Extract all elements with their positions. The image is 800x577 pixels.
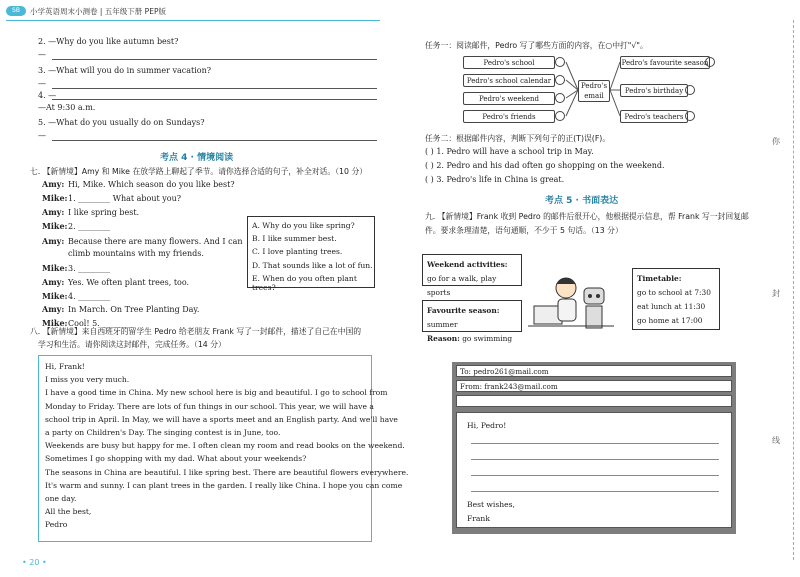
- task2-item-2: ( ) 2. Pedro and his dad often go shopping on the weekend.: [425, 161, 665, 170]
- greeting: Hi, Pedro!: [467, 421, 507, 430]
- answer-line[interactable]: [52, 140, 377, 141]
- option-d: D. That sounds like a lot of fun.: [252, 261, 373, 270]
- dialog-line: [42, 291, 110, 301]
- options-box: [247, 216, 375, 292]
- side-char: 封: [772, 289, 780, 298]
- side-char: 线: [772, 436, 780, 445]
- option-e: E. When do you often plant trees?: [252, 274, 357, 292]
- season-value: summer: [427, 320, 458, 329]
- dialog-text: Yes. We often plant trees, too.: [68, 278, 190, 287]
- email-line: one day.: [45, 494, 77, 504]
- node-school: Pedro's school: [463, 56, 555, 69]
- dialog-line: [42, 263, 110, 273]
- writing-line[interactable]: [471, 491, 719, 492]
- speaker: Mike:: [42, 263, 68, 273]
- node-weekend: Pedro's weekend: [463, 92, 555, 105]
- timetable-item: go to school at 7:30: [637, 288, 711, 297]
- email-line: Pedro: [45, 520, 68, 530]
- side-char: 你: [772, 137, 780, 146]
- check-circle[interactable]: [685, 85, 695, 95]
- center-node: Pedro's email: [578, 80, 610, 102]
- dialog-line: [42, 277, 189, 287]
- dialog-text: Hi, Mike. Which season do you like best?: [68, 180, 235, 189]
- email-line: I have a good time in China. My new school here is big and beautiful. I go to school from: [45, 388, 388, 398]
- answer-line[interactable]: [52, 59, 377, 60]
- speaker: Amy:: [42, 277, 65, 287]
- task2-item-1: ( ) 1. Pedro will have a school trip in May.: [425, 147, 594, 156]
- answer-line[interactable]: [52, 88, 377, 89]
- timetable-title: Timetable:: [637, 274, 682, 283]
- email-line: It's warm and sunny. I can plant trees in the garden. I really like China. I hope you can come: [45, 480, 403, 490]
- task1-instruction: 任务一：阅读邮件，Pedro 写了哪些方面的内容，在○中打"√"。: [425, 41, 648, 50]
- dialog-text: climb mountains with my friends.: [68, 249, 204, 258]
- part8-instruction: 八. 【新情境】来自西班牙的留学生 Pedro 给老朋友 Frank 写了一封邮件，描述了自己在中国的: [30, 327, 362, 336]
- page-number: • 20 •: [22, 558, 47, 567]
- section-5-title: 考点 5 · 书面表达: [545, 196, 619, 206]
- email-line: Monday to Friday. There are lots of fun things in our school. This year, we will have a: [45, 401, 374, 411]
- dialog-text: 4. ________: [68, 292, 111, 301]
- email-line: All the best,: [45, 507, 92, 517]
- option-b: B. I like summer best.: [252, 234, 337, 243]
- part8-instruction-2: 学习和生活。请你阅读这封邮件，完成任务。（14 分）: [38, 340, 226, 349]
- dialog-text: Cool! 5. ________: [68, 319, 135, 328]
- letter-body[interactable]: [456, 412, 732, 528]
- boy-robot-illustration: [528, 266, 618, 340]
- part9-instruction-2: 件。要求条理清楚，语句通顺，不少于 5 句话。（13 分）: [425, 226, 623, 235]
- node-friends: Pedro's friends: [463, 110, 555, 123]
- answer-5: —: [38, 131, 46, 140]
- reason-label: Reason:: [427, 334, 460, 343]
- speaker: Mike:: [42, 318, 68, 328]
- node-calendar: Pedro's school calendar: [463, 74, 555, 87]
- speaker: Amy:: [42, 304, 65, 314]
- node-birthday: Pedro's birthday: [620, 84, 688, 97]
- answer-3: —: [38, 79, 46, 88]
- writing-line[interactable]: [471, 459, 719, 460]
- to-field[interactable]: To: pedro261@mail.com: [456, 365, 732, 377]
- writing-line[interactable]: [471, 443, 719, 444]
- signature: Frank: [467, 514, 490, 523]
- dialog-line: [42, 221, 110, 231]
- binding-line: [793, 20, 794, 560]
- speaker: Mike:: [42, 221, 68, 231]
- series-badge: SB: [6, 6, 26, 16]
- speaker: Mike:: [42, 291, 68, 301]
- weekend-box: [422, 254, 522, 297]
- reply-email-form: [452, 362, 736, 534]
- dialog-line: [42, 249, 204, 258]
- season-box: [422, 300, 522, 343]
- node-teachers: Pedro's teachers: [620, 110, 688, 123]
- email-line: The seasons in China are beautiful. I like spring best. There are beautiful flowers everywhere.: [45, 467, 409, 477]
- check-circle[interactable]: [555, 93, 565, 103]
- question-2: 2. —Why do you like autumn best?: [38, 37, 179, 46]
- task2-instruction: 任务二：根据邮件内容，判断下列句子的正(T)误(F)。: [425, 134, 611, 143]
- dialog-text: Because there are many flowers. And I can: [68, 237, 243, 246]
- question-5: 5. —What do you usually do on Sundays?: [38, 118, 205, 127]
- closing: Best wishes,: [467, 500, 515, 509]
- dialog-text: In March. On Tree Planting Day.: [68, 305, 200, 314]
- dialog-line: [42, 236, 243, 246]
- check-circle[interactable]: [555, 111, 565, 121]
- option-a: A. Why do you like spring?: [252, 221, 355, 230]
- speaker: Mike:: [42, 193, 68, 203]
- dialog-line: [42, 207, 139, 217]
- weekend-text: go for a walk, play sports: [427, 274, 497, 297]
- timetable-box: [632, 268, 720, 330]
- speaker: Amy:: [42, 207, 65, 217]
- check-circle[interactable]: [555, 75, 565, 85]
- question-3: 3. —What will you do in summer vacation?: [38, 66, 212, 75]
- option-c: C. I love planting trees.: [252, 247, 343, 256]
- part9-instruction: 九. 【新情境】Frank 收到 Pedro 的邮件后很开心，他根据提示信息，帮 Frank 写一封回复邮: [425, 212, 749, 221]
- check-circle[interactable]: [685, 111, 695, 121]
- dialog-line: [42, 193, 181, 203]
- timetable-item: go home at 17:00: [637, 316, 703, 325]
- email-line: Sometimes I go shopping with my dad. What about your weekends?: [45, 454, 307, 464]
- dialog-text: 2. ________: [68, 222, 111, 231]
- check-circle[interactable]: [705, 57, 715, 67]
- part7-instruction: 七. 【新情境】Amy 和 Mike 在放学路上聊起了季节。请你选择合适的句子，补全对话。（10 分）: [30, 167, 368, 176]
- subject-field[interactable]: [456, 395, 732, 407]
- dialog-text: I like spring best.: [68, 208, 140, 217]
- weekend-title: Weekend activities:: [427, 260, 508, 269]
- node-season: Pedro's favourite season: [620, 56, 710, 69]
- email-text: [38, 355, 409, 542]
- dialog-text: 1. ________ What about you?: [68, 194, 182, 203]
- season-label: Favourite season:: [427, 306, 500, 315]
- task2-item-3: ( ) 3. Pedro's life in China is great.: [425, 175, 565, 184]
- answer-2: —: [38, 50, 46, 59]
- email-line: Weekends are busy but happy for me. I often clean my room and read books on the weekend.: [45, 441, 405, 451]
- from-field[interactable]: From: frank243@mail.com: [456, 380, 732, 392]
- question-4: 4. —: [38, 91, 57, 100]
- email-line: Hi, Frank!: [45, 362, 85, 371]
- answer-4: —At 9:30 a.m.: [38, 103, 96, 112]
- speaker: Amy:: [42, 179, 65, 189]
- email-line: I miss you very much.: [45, 375, 130, 385]
- section-4-title: 考点 4 · 情境阅读: [160, 153, 234, 163]
- dialog-text: 3. ________: [68, 264, 111, 273]
- dialog-line: [42, 304, 199, 314]
- dialog-line: [42, 179, 235, 189]
- writing-line[interactable]: [471, 475, 719, 476]
- check-circle[interactable]: [555, 57, 565, 67]
- email-line: a party on Children's Day. The singing contest is in June, too.: [45, 428, 281, 438]
- reason-value: go swimming: [462, 334, 513, 343]
- speaker: Amy:: [42, 236, 65, 246]
- header-title: 小学英语周末小测卷 | 五年级下册 PEP版: [30, 7, 166, 16]
- timetable-item: eat lunch at 11:30: [637, 302, 706, 311]
- email-line: school trip in April. In May, we will have a sports meet and an English party. And we'll have: [45, 414, 398, 424]
- header-rule: [6, 20, 380, 21]
- answer-line[interactable]: [52, 99, 377, 100]
